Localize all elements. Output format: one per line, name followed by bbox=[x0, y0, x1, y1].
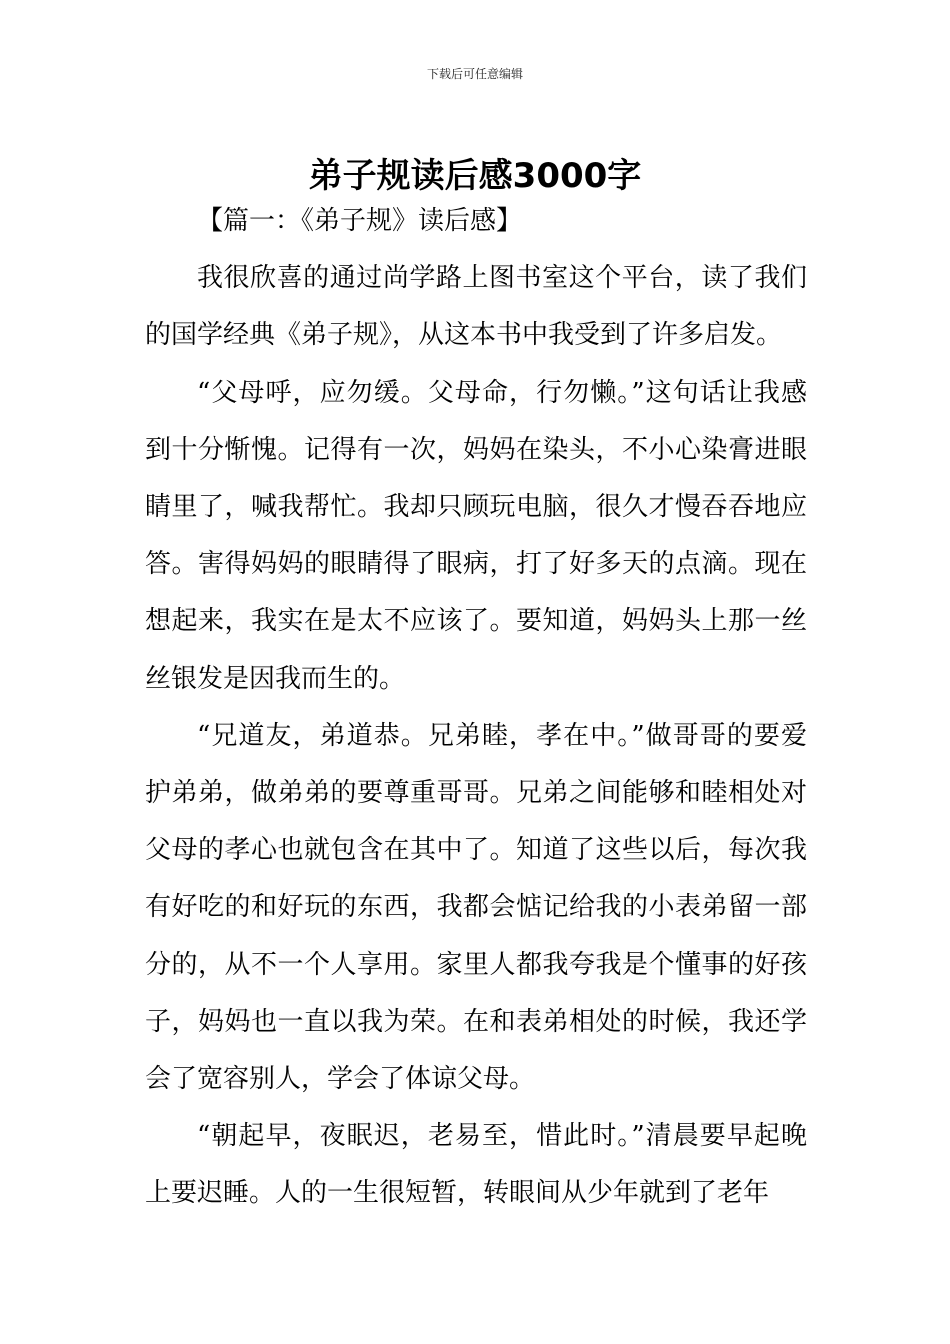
document-title: 弟子规读后感3000字 bbox=[308, 155, 642, 196]
page-header-note: 下载后可任意编辑 bbox=[426, 67, 523, 81]
section-heading: 【篇一：《弟子规》读后感】 bbox=[197, 206, 523, 236]
paragraph-4: “朝起早，夜眠迟，老易至，惜此时。”清晨要早起晚上要迟睡。人的一生很短暂，转眼间从少年就到了老年 bbox=[145, 1121, 807, 1209]
paragraph-1: 我很欣喜的通过尚学路上图书室这个平台，读了我们的国学经典《弟子规》，从这本书中我受到了许多启发。 bbox=[145, 263, 807, 351]
document-body bbox=[145, 193, 807, 1223]
paragraph-3: “兄道友，弟道恭。兄弟睦，孝在中。”做哥哥的要爱护弟弟，做弟弟的要尊重哥哥。兄弟之间能够和睦相处对父母的孝心也就包含在其中了。知道了这些以后，每次我有好吃的和好玩的东西，我都会惦记给我的小表弟留一部分的，从不一个人享用。家里人都我夸我是个懂事的好孩子，妈妈也一直以我为荣。在和表弟相处的时候，我还学会了宽容别人，学会了体谅父母。 bbox=[145, 720, 807, 1095]
paragraph-2: “父母呼，应勿缓。父母命，行勿懒。”这句话让我感到十分惭愧。记得有一次，妈妈在染头，不小心染膏进眼睛里了，喊我帮忙。我却只顾玩电脑，很久才慢吞吞地应答。害得妈妈的眼睛得了眼病，打了好多天的点滴。现在想起来，我实在是太不应该了。要知道，妈妈头上那一丝丝银发是因我而生的。 bbox=[145, 377, 807, 694]
